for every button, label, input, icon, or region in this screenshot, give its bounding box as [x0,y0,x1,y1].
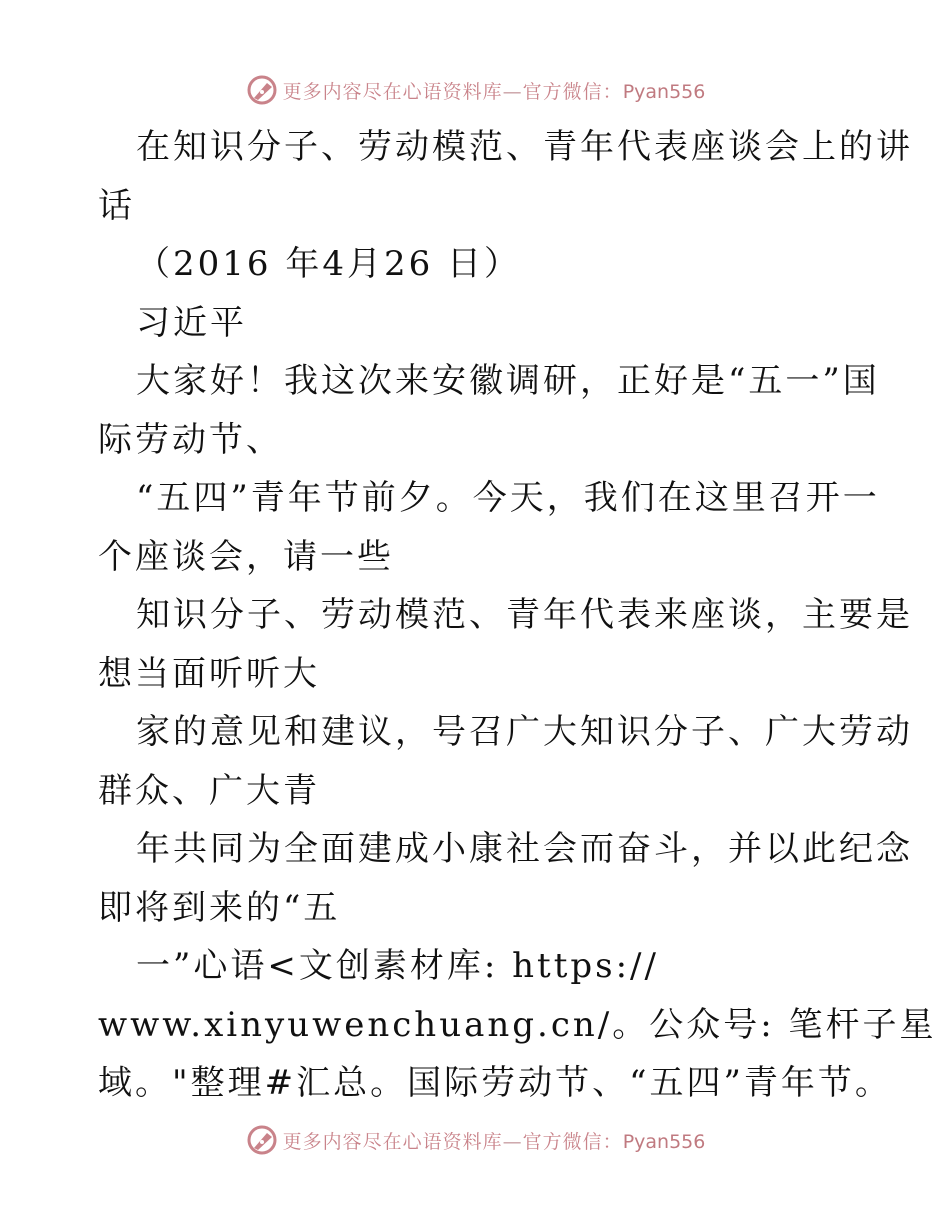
watermark-text: 更多内容尽在心语资料库—官方微信：Pyan556 [282,80,706,103]
text-line: 即将到来的“五 [98,887,341,928]
footer-watermark [0,1120,950,1160]
pen-nib-logo-icon [245,73,279,107]
text-line: 大家好！我这次来安徽调研，正好是“五一”国 [136,361,880,401]
watermark-text: 更多内容尽在心语资料库—官方微信：Pyan556 [282,1130,706,1153]
text-line: 群众、广大青 [98,770,320,811]
text-line: www.xinyuwenchuang.cn/。公众号: 笔杆子星 [98,1004,937,1045]
text-line: 知识分子、劳动模范、青年代表来座谈，主要是 [136,595,913,635]
text-line: 域。"整理#汇总。国际劳动节、“五四”青年节。 [98,1063,892,1103]
text-line: 习近平 [136,302,247,343]
text-line: 家的意见和建议，号召广大知识分子、广大劳动 [136,712,913,752]
pen-nib-logo-icon [245,1123,279,1157]
header-watermark [0,70,950,110]
text-line: “五四”青年节前夕。今天，我们在这里召开一 [136,478,880,518]
text-line: 想当面听听大 [98,653,320,694]
text-line: 一”心语<文创素材库: https:// [136,946,659,986]
text-line: 在知识分子、劳动模范、青年代表座谈会上的讲 [136,127,913,167]
text-line: 年共同为全面建成小康社会而奋斗，并以此纪念 [136,829,913,869]
text-line: （2016 年4月26 日） [136,244,522,284]
document-body [98,118,937,1113]
text-line: 个座谈会，请一些 [98,536,394,577]
text-line: 话 [98,185,135,226]
text-line: 际劳动节、 [98,419,283,460]
